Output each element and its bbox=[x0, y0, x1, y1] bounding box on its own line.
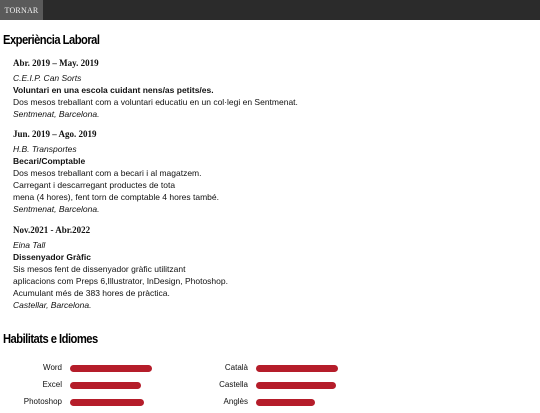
experience-item bbox=[13, 224, 493, 311]
experience-company: Eina Tall bbox=[13, 240, 46, 250]
experience-date: Nov.2021 - Abr.2022 bbox=[13, 225, 91, 235]
skills-section-title: Habilitats e Idiomes bbox=[3, 331, 98, 346]
experience-location: Sentmenat, Barcelona. bbox=[13, 109, 100, 119]
skill-bar bbox=[70, 382, 152, 389]
skill-label: Anglès bbox=[223, 397, 248, 406]
skill-bar-fill bbox=[256, 382, 336, 389]
experience-role: Dissenyador Gràfic bbox=[13, 252, 91, 262]
experience-description: Sis mesos fent de dissenyador gràfic utilitzant aplicacions com Preps 6,Illustrator, InDesign, Photoshop. Acumulant més de 383 hores de pràctica. bbox=[13, 264, 228, 298]
experience-date: Jun. 2019 – Ago. 2019 bbox=[13, 129, 97, 139]
experience-location: Castellar, Barcelona. bbox=[13, 300, 92, 310]
experience-item bbox=[13, 57, 493, 120]
skill-bar-fill bbox=[70, 365, 152, 372]
skill-label: Word bbox=[43, 363, 62, 372]
experience-item bbox=[13, 128, 493, 215]
experience-role: Voluntari en una escola cuidant nens/as petits/es. bbox=[13, 85, 214, 95]
experience-role: Becari/Comptable bbox=[13, 156, 86, 166]
skill-bar bbox=[70, 365, 152, 372]
skill-label: Castella bbox=[219, 380, 248, 389]
experience-date: Abr. 2019 – May. 2019 bbox=[13, 58, 99, 68]
skill-bar bbox=[256, 365, 338, 372]
experience-company: C.E.I.P. Can Sorts bbox=[13, 73, 82, 83]
skill-label: Català bbox=[224, 363, 248, 372]
back-button[interactable]: TORNAR bbox=[0, 0, 43, 20]
skill-bar bbox=[256, 382, 338, 389]
experience-section-title: Experiència Laboral bbox=[3, 32, 100, 47]
skill-label: Photoshop bbox=[23, 397, 62, 406]
experience-location: Sentmenat, Barcelona. bbox=[13, 204, 100, 214]
skill-bar-fill bbox=[70, 382, 141, 389]
experience-description: Dos mesos treballant com a voluntari educatiu en un col·legi en Sentmenat. bbox=[13, 97, 298, 107]
experience-company: H.B. Transportes bbox=[13, 144, 77, 154]
top-nav-bar bbox=[0, 0, 540, 20]
skill-bar-fill bbox=[256, 365, 338, 372]
skill-label: Excel bbox=[42, 380, 62, 389]
experience-description: Dos mesos treballant com a becari i al magatzem. Carregant i descarregant productes de tota mena (4 hores), fent torn de comptable 4 hores també. bbox=[13, 168, 220, 202]
